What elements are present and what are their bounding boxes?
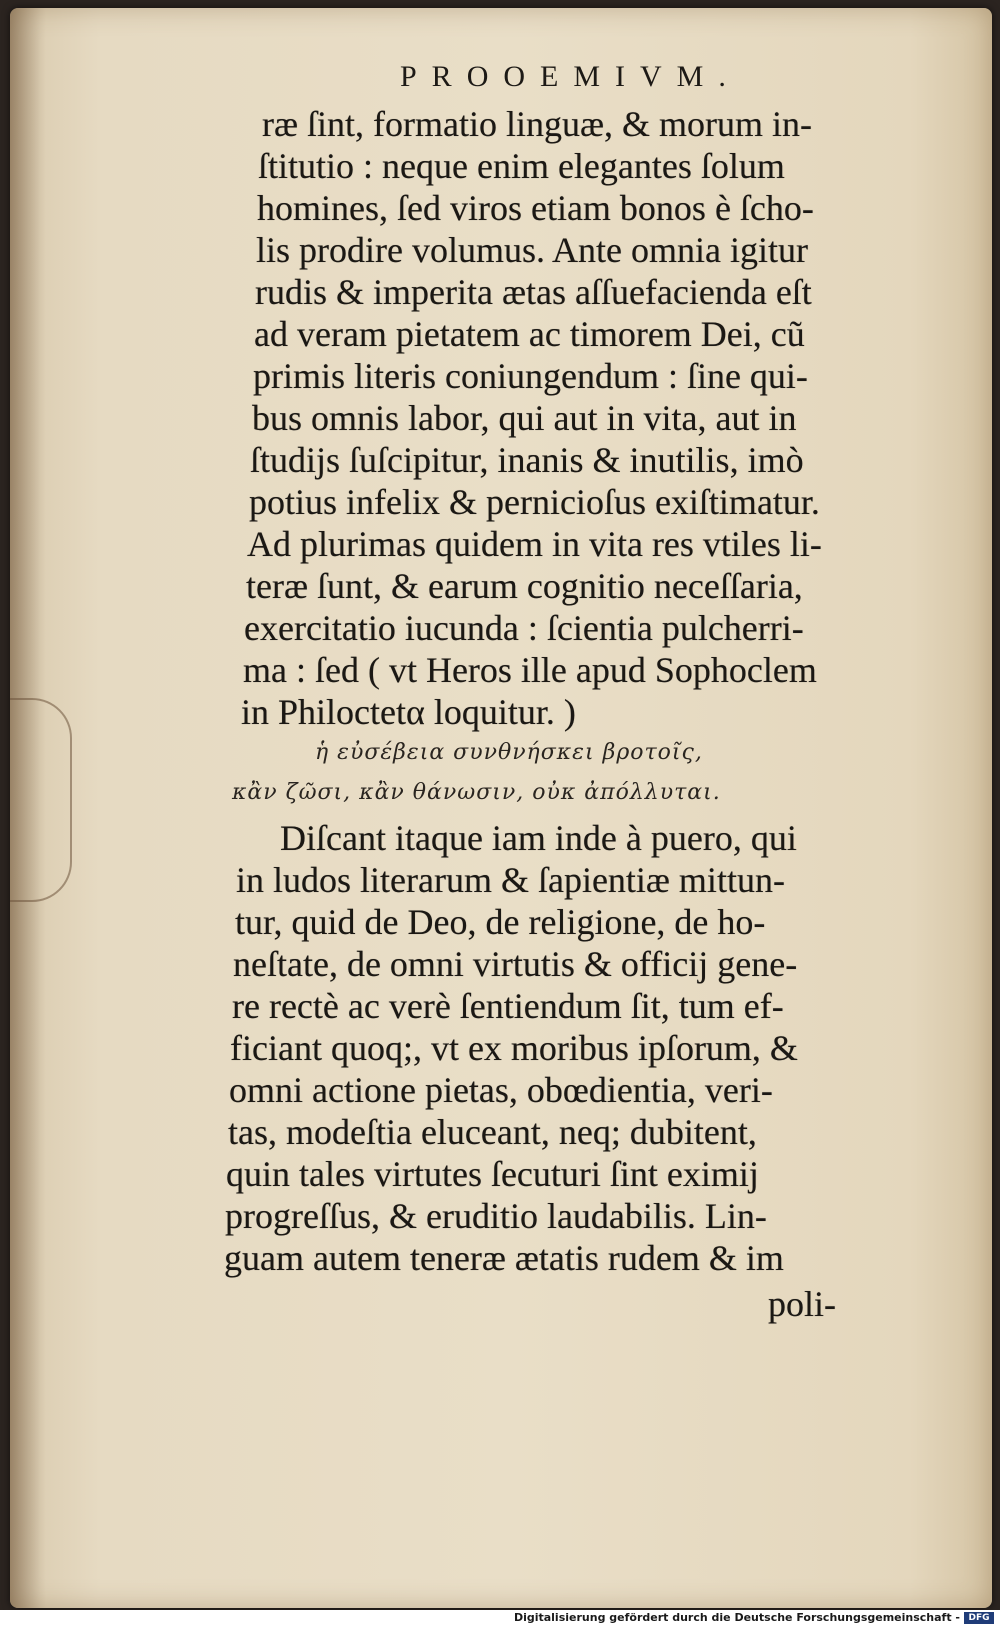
text-line: progreſſus, & eruditio laudabilis. Lin- [225, 1196, 767, 1236]
catchword: poli- [768, 1284, 836, 1324]
text-line: re rectè ac verè ſentiendum ſit, tum ef- [232, 986, 784, 1026]
text-line: Ad plurimas quidem in vita res vtiles li- [247, 524, 822, 564]
text-line: rudis & imperita ætas aſſuefacienda eſt [255, 272, 812, 312]
digitization-footer [0, 1610, 1000, 1626]
text-line: ræ ſint, formatio linguæ, & morum in- [262, 104, 812, 144]
text-line: ad veram pietatem ac timorem Dei, cũ [254, 314, 805, 354]
text-line: in Philoctetα loquitur. ) [241, 692, 576, 732]
greek-verse-line: ἡ εὐσέβεια συνθνήσκει βροτοῖς, [315, 740, 703, 765]
text-line: ſtitutio : neque enim elegantes ſolum [258, 146, 785, 186]
text-line: ſtudijs ſuſcipitur, inanis & inutilis, imò [250, 440, 804, 480]
text-line: bus omnis labor, qui aut in vita, aut in [252, 398, 797, 438]
text-line: lis prodire volumus. Ante omnia igitur [256, 230, 808, 270]
text-line: guam autem teneræ ætatis rudem & im [224, 1238, 784, 1278]
text-line: tur, quid de Deo, de religione, de ho- [235, 902, 766, 942]
text-line: primis literis coniungendum : ſine qui- [253, 356, 808, 396]
text-line: neſtate, de omni virtutis & officij gene- [233, 944, 798, 984]
text-line: potius infelix & pernicioſus exiſtimatur. [249, 482, 820, 522]
text-line: in ludos literarum & ſapientiæ mittun- [236, 860, 785, 900]
running-head: PROOEMIVM. [400, 60, 741, 93]
text-line: ficiant quoq;, vt ex moribus ipſorum, & [230, 1028, 798, 1068]
body-text [10, 8, 992, 1608]
footer-credit: Digitalisierung gefördert durch die Deutsche Forschungsgemeinschaft - [513, 1611, 960, 1624]
text-line: exercitatio iucunda : ſcientia pulcherri- [244, 608, 804, 648]
text-line: tas, modeſtia eluceant, neq; dubitent, [228, 1112, 757, 1152]
text-line: ma : ſed ( vt Heros ille apud Sophoclem [243, 650, 817, 690]
text-line: teræ ſunt, & earum cognitio neceſſaria, [246, 566, 803, 606]
text-line: Diſcant itaque iam inde à puero, qui [280, 818, 797, 858]
text-line: homines, ſed viros etiam bonos è ſcho- [257, 188, 814, 228]
text-line: omni actione pietas, obœdientia, veri- [229, 1070, 773, 1110]
text-line: quin tales virtutes ſecuturi ſint eximij [226, 1154, 759, 1194]
dfg-logo-icon: DFG [964, 1612, 994, 1624]
book-page [10, 8, 992, 1608]
greek-verse-line: κἂν ζῶσι, κἂν θάνωσιν, οὐκ ἀπόλλυται. [232, 780, 721, 805]
